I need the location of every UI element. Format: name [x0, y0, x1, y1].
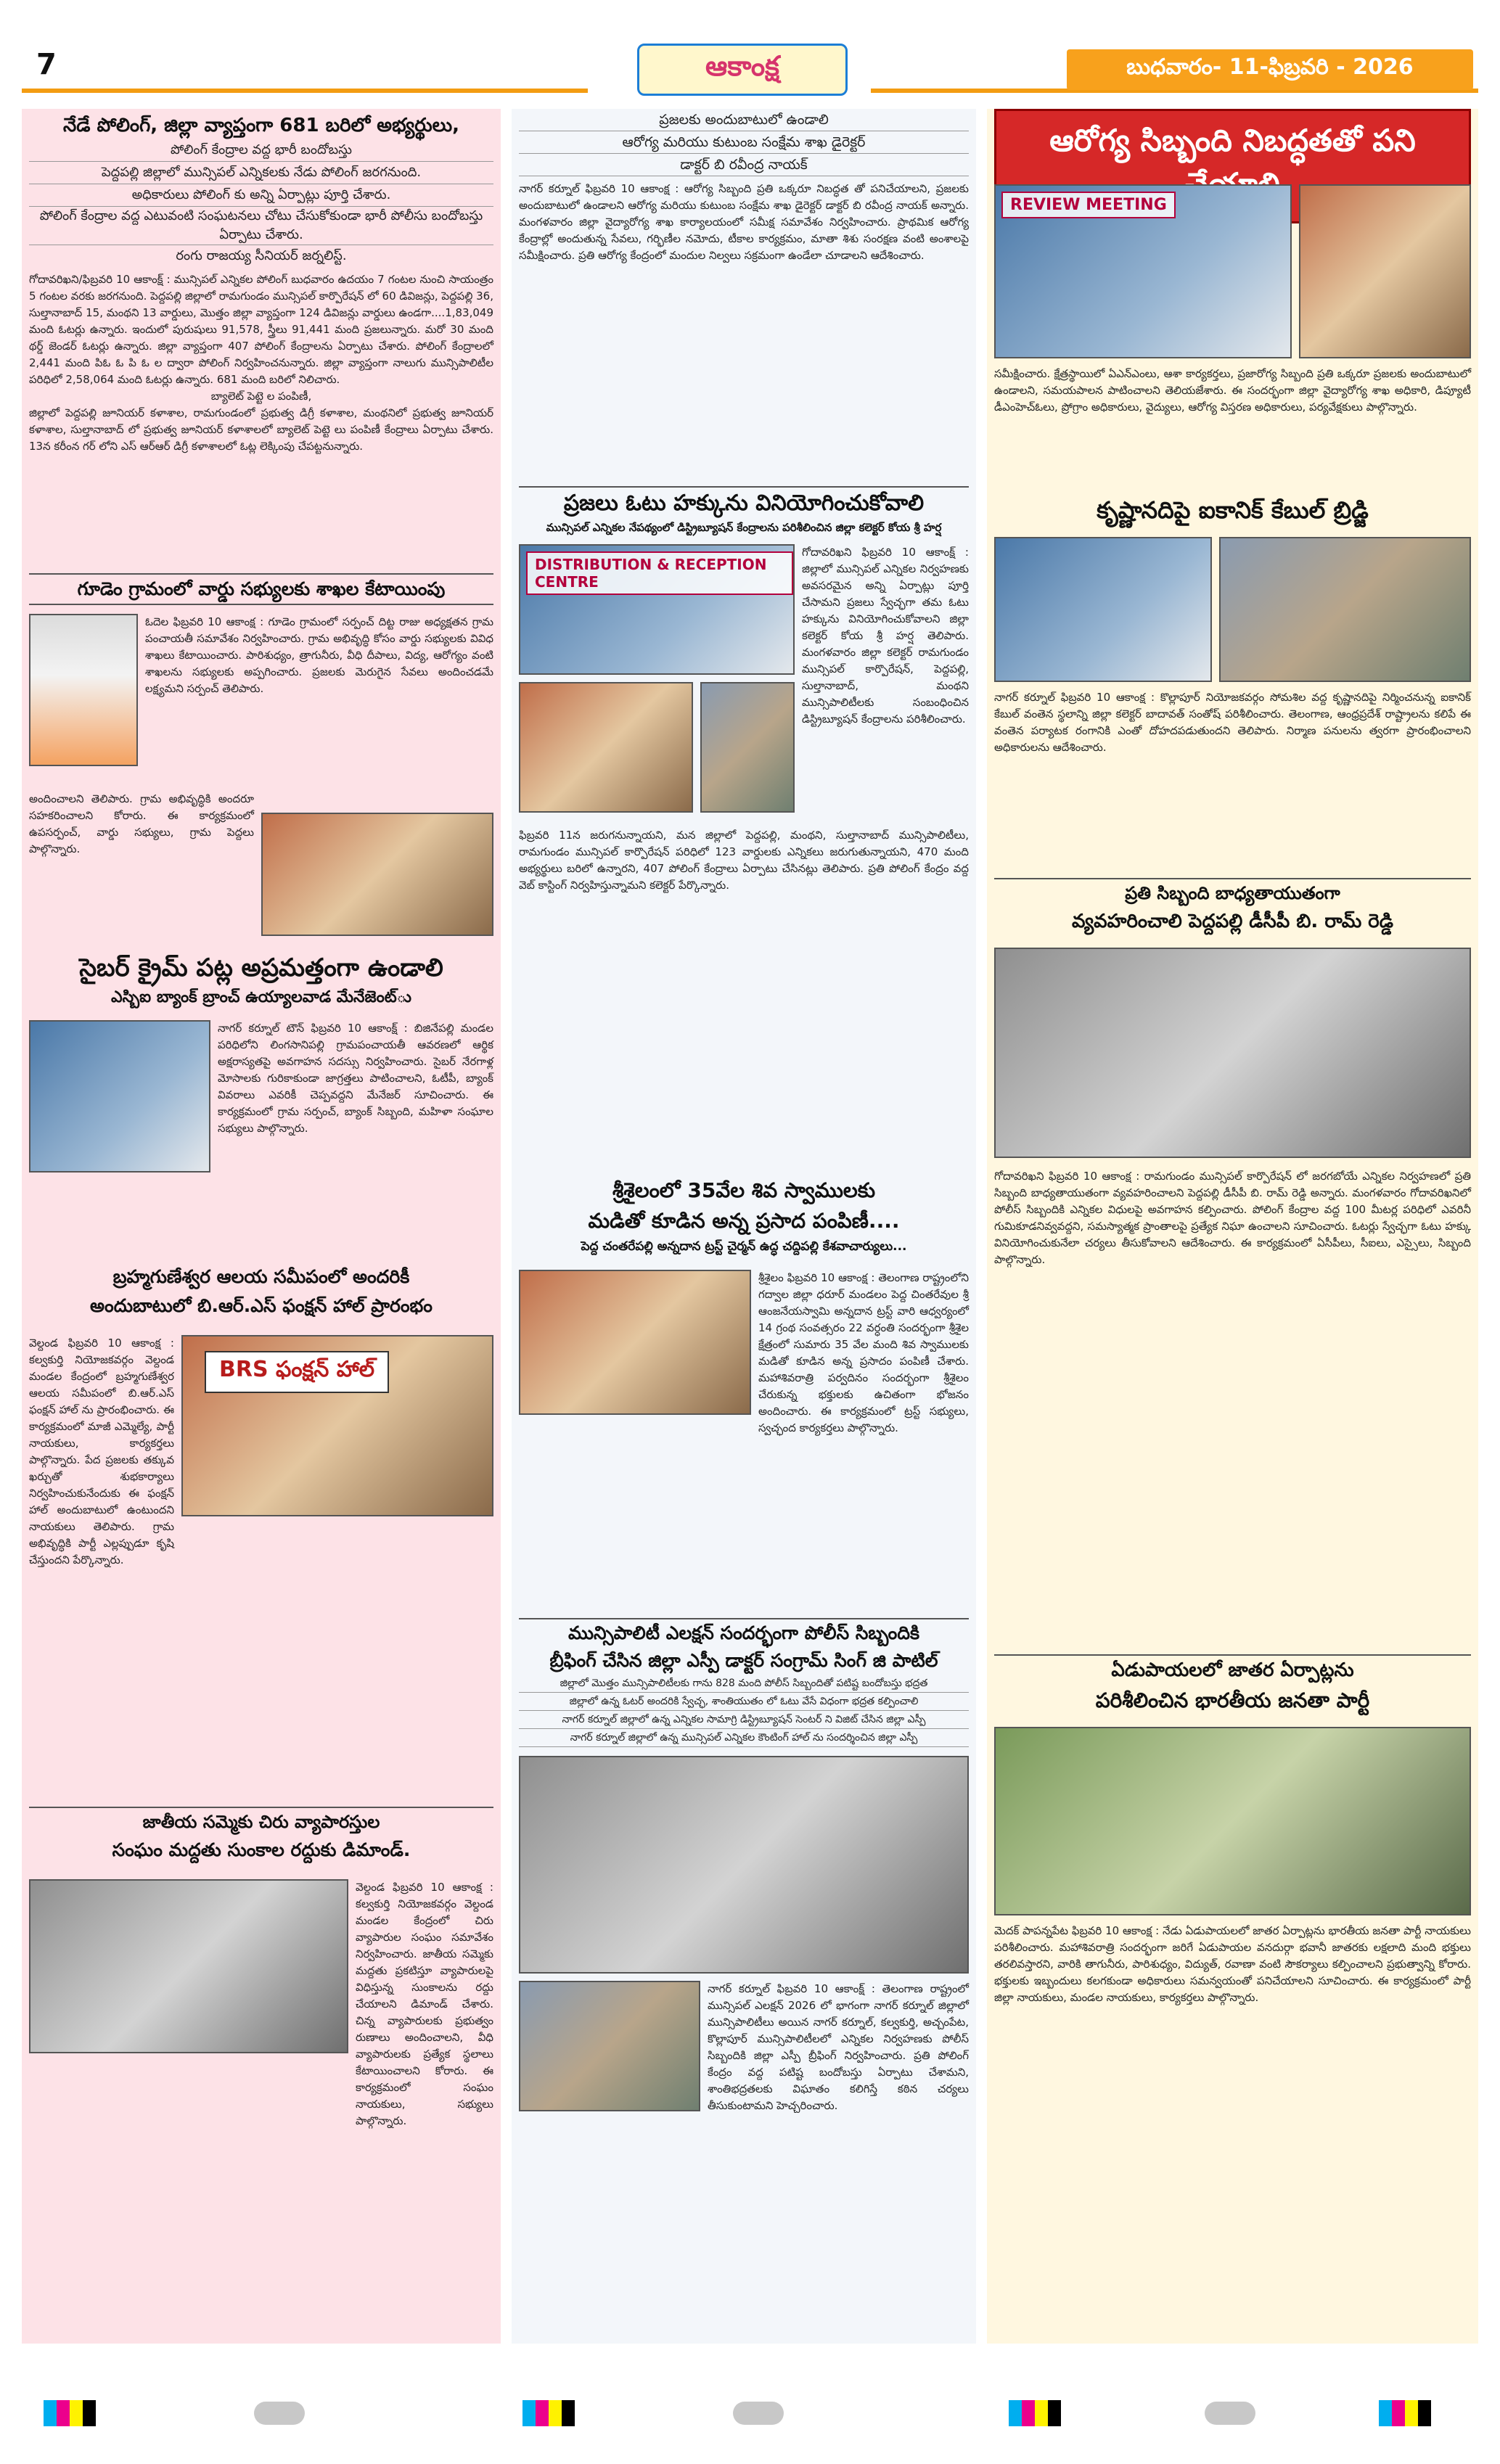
article-body: అందించాలని తెలిపారు. గ్రామ అభివృద్ధికి అందరూ సహకరించాలని కోరారు. ఈ కార్యక్రమంలో ఉపసర్పంచ్, వార్డు సభ్యులు, గ్రామ పెద్దలు పాల్గొన్నారు.: [29, 792, 254, 855]
article-body: గోదావరిఖని/ఫిబ్రవరి 10 ఆకాంక్ష్ : మున్సిపల్ ఎన్నికల పోలింగ్ బుధవారం ఉదయం 7 గంటల నుంచి సాయంత్రం 5 గంటల వరకు జరగనుంది. పెద్దపల్లి జిల్లాలో రామగుండం మున్సిపల్ కార్పొరేషన్ లో 60 డివిజన్లు, పెద్దపల్లి 36, సుల్తానాబాద్ 15, మంథని 13 వార్డులు, మొత్తం జిల్లా వ్యాప్తంగా 124 డివిజన్లు వార్డులు ఉండగా....1,83,049 మంది ఓటర్లు ఉన్నారు. ఇందులో పురుషులు 91,578, స్త్రీలు 91,441 మంది ప్రజలున్నారు. మరో 30 మంది థర్డ్ జెండర్ ఓటర్లు ఉన్నారు. జిల్లా వ్యాప్తంగా 407 పోలింగ్ కేంద్రాలను ఏర్పాటు చేశారు. పోలింగ్ కేంద్రాలలో 2,441 మంది పిఓ ఓ పి ఓ ల ద్వారా పోలింగ్ నిర్వహించనున్నారు. జిల్లా వ్యాప్తంగా నాలుగు మున్సిపాలిటీల పరిధిలో 2,58,064 మంది ఓటర్లు ఉన్నారు. 681 మంది బరిలో నిలిచారు.: [29, 273, 493, 386]
article-bjp-jatara: [994, 1654, 1471, 2004]
portrait-photo: [29, 614, 138, 766]
headline-banner: ఆరోగ్య సిబ్బంది నిబద్ధతతో పని: [994, 109, 1471, 223]
review-meeting-photo-2: [1299, 184, 1471, 358]
annadanam-photo: [519, 1270, 751, 1415]
subheadline: నాగర్ కర్నూల్ జిల్లాలో ఉన్న మున్సిపల్ ఎన్నికల కౌంటింగ్ హాల్ ను సందర్శించిన జిల్లా ఎస్పీ: [519, 1729, 969, 1747]
headline: పరిశీలించిన భారతీయ జనతా పార్టీ: [1095, 1688, 1370, 1712]
article-ward-members: [29, 573, 493, 855]
centre-photo-2: [519, 682, 693, 813]
awareness-photo: [29, 1020, 210, 1173]
subheadline: పోలింగ్ కేంద్రాల వద్ద భారీ బందోబస్తు: [29, 139, 493, 162]
article-polling: [29, 109, 493, 455]
color-bar: [1009, 2400, 1061, 2426]
print-registration-strip: [0, 2394, 1500, 2438]
subheadline: మున్సిపల్ ఎన్నికల నేపథ్యంలో డిస్ట్రిబ్యూషన్ కేంద్రాలను పరిశీలించిన జిల్లా కలెక్టర్ కోయ శ్రీ హర్ష: [546, 521, 942, 534]
police-photo-2: [519, 1981, 700, 2111]
subheadline: జిల్లాలో మొత్తం మున్సిపాలిటీలకు గాను 828 మంది పోలీస్ సిబ్బందితో పటిష్ట బందోబస్తు భద్రత: [519, 1675, 969, 1693]
registration-circle: [1205, 2402, 1255, 2425]
color-bar: [44, 2400, 96, 2426]
collector-visit-photo: [1219, 537, 1471, 682]
article-body: సమీక్షించారు. క్షేత్రస్థాయిలో ఏఎన్ఎంలు, ఆశా కార్యకర్తలు, ప్రజారోగ్య సిబ్బంది ప్రతి ఒక్కరూ ప్రజలకు అందుబాటులో ఉండాలని, సమయపాలన పాటించాలని తెలియజేశారు. ఈ సందర్భంగా జిల్లా వైద్యారోగ్య శాఖ అధికారి, డిప్యూటీ డీఎంహెచ్ఓలు, ప్రోగ్రాం అధికారులు, వైద్యులు, ఆరోగ్య విస్తరణ అధికారులు, పర్యవేక్షకులు పాల్గొన్నారు.: [994, 367, 1471, 414]
subheadline: జిల్లాలో ఉన్న ఓటర్ అందరికి స్వేచ్ఛ, శాంతియుతం లో ఓటు వేసే విధంగా భద్రత కల్పించాలి: [519, 1693, 969, 1711]
subheadline: పెద్దపల్లి జిల్లాలో మున్సిపల్ ఎన్నికలకు నేడు పోలింగ్ జరగనుంది.: [29, 162, 493, 184]
article-health-staff: [994, 109, 1471, 414]
article-traders-strike: [29, 1807, 493, 2127]
headline: బ్రహ్మగుణేశ్వర ఆలయ సమీపంలో అందరికీ: [112, 1266, 410, 1287]
article-cyber-crime: [29, 950, 493, 1135]
article-cable-bridge: [994, 493, 1471, 754]
headline: అందుబాటులో బి.ఆర్.ఎస్ ఫంక్షన్ హాల్ ప్రారంభం: [90, 1295, 433, 1316]
article-body: నాగర్ కర్నూల్ టౌన్ ఫిబ్రవరి 10 ఆకాంక్ష్ : బిజినేపల్లి మండల పరిధిలోని లింగసానిపల్లి గ్రామపంచాయతీ ఆవరణలో ఆర్థిక అక్షరాస్యతపై అవగాహన సదస్సు నిర్వహించారు. సైబర్ నేరగాళ్ల మోసాలకు గురికాకుండా జాగ్రత్తలు పాటించాలని, ఓటీపీ, బ్యాంక్ వివరాలు ఎవరికీ చెప్పవద్దని మేనేజర్ సూచించారు. ఈ కార్యక్రమంలో గ్రామ సర్పంచ్, బ్యాంక్ సిబ్బంది, మహిళా సంఘాల సభ్యులు పాల్గొన్నారు.: [218, 1022, 493, 1135]
article-body: నాగర్ కర్నూల్ ఫిబ్రవరి 10 ఆకాంక్ష్ : తెలంగాణ రాష్ట్రంలో మున్సిపల్ ఎలక్షన్ 2026 లో భాగంగా నాగర్ కర్నూల్ జిల్లాలో మున్సిపాలిటీలు అయిన నాగర్ కర్నూల్, కల్వకుర్తి, అచ్చంపేట, కొల్లాపూర్ మున్సిపాలిటీలలో ఎన్నికల నిర్వహణకు పోలీస్ సిబ్బందికి జిల్లా ఎస్పీ బ్రీఫింగ్ నిర్వహించారు. ప్రతి పోలింగ్ కేంద్రం వద్ద పటిష్ట బందోబస్తు ఏర్పాటు చేశామని, శాంతిభద్రతలకు విఘాతం కలిగిస్తే కఠిన చర్యలు తీసుకుంటామని హెచ్చరించారు.: [708, 1982, 969, 2112]
article-dcp: [994, 878, 1471, 1266]
headline: సైబర్ క్రైమ్ పట్ల అప్రమత్తంగా ఉండాలి: [79, 953, 443, 982]
article-brs-hall: [29, 1262, 493, 1566]
registration-circle: [254, 2402, 305, 2425]
headline: ప్రజలు ఓటు హక్కును వినియోగించుకోవాలి: [519, 486, 969, 520]
registration-circle: [733, 2402, 784, 2425]
headline: శ్రీశైలంలో 35వేల శివ స్వాములకు: [612, 1178, 876, 1202]
article-body: బ్యాలెట్ పెట్టె ల పంపిణీ,: [210, 390, 312, 403]
hall-signboard: BRS ఫంక్షన్ హాల్: [205, 1351, 389, 1393]
headline: వ్యవహరించాలి పెద్దపల్లి డీసీపీ బి. రామ్ రెడ్డి: [1072, 911, 1393, 932]
subheadline: పెద్ద చంతరేపల్లి అన్నదాన ట్రస్ట్ చైర్మన్ ఉద్ధ చద్దిపల్లి కేశవాచార్యులు...: [581, 1239, 907, 1254]
page-number: 7: [36, 48, 57, 81]
article-body: గోదావరిఖని ఫిబ్రవరి 10 ఆకాంక్ష : రామగుండం మున్సిపల్ కార్పొరేషన్ లో జరగబోయే ఎన్నికల నిర్వహణలో ప్రతి సిబ్బంది బాధ్యతాయుతంగా వ్యవహరించాలని పెద్దపల్లి డీసీపీ బి. రామ్ రెడ్డి అన్నారు. మంగళవారం గోదావరిఖనిలో పోలీస్ సిబ్బందికి ఎన్నికల విధులపై అవగాహన కల్పించారు. పోలింగ్ కేంద్రాల వద్ద 100 మీటర్ల పరిధిలో ఎవరినీ గుమికూడనివ్వవద్దని, సమస్యాత్మక ప్రాంతాలపై ప్రత్యేక నిఘా ఉంచాలని సూచించారు. ఓటర్లు స్వేచ్ఛగా ఓటు హక్కు వినియోగించుకునేలా చర్యలు తీసుకోవాలని ఆదేశించారు. ఈ కార్యక్రమంలో ఏసీపీలు, సీఐలు, ఎస్సైలు, సిబ్బంది పాల్గొన్నారు.: [994, 1170, 1471, 1266]
masthead-rule-left: [22, 89, 588, 93]
article-body: గోదావరిఖని ఫిబ్రవరి 10 ఆకాంక్ష్ : జిల్లాలో మున్సిపల్ ఎన్నికల నిర్వహణకు అవసరమైన అన్ని ఏర్పాట్లు పూర్తి చేసామని ప్రజలు స్వేచ్ఛగా తమ ఓటు హక్కును వినియోగించుకోవాలని జిల్లా కలెక్టర్ కోయ శ్రీ హర్ష తెలిపారు. మంగళవారం జిల్లా కలెక్టర్ రామగుండం మున్సిపల్ కార్పొరేషన్, పెద్దపల్లి, సుల్తానాబాద్, మంథని మున్సిపాలిటీలకు సంబంధించిన డిస్ట్రిబ్యూషన్ కేంద్రాలను పరిశీలించారు.: [802, 546, 969, 726]
masthead: [22, 44, 1478, 106]
article-body: జిల్లాలో పెద్దపల్లి జూనియర్ కళాశాల, రామగుండంలో ప్రభుత్వ డిగ్రీ కళాశాల, మంథనిలో ప్రభుత్వ జూనియర్ కళాశాల, సుల్తానాబాద్ లో ప్రభుత్వ జూనియర్ కళాశాలలో బ్యాలెట్ పెట్టె లు పంపిణీ కేంద్రాలు ఏర్పాటు చేశారు. 13న కరీంన గర్ లోని ఎస్ ఆర్ఆర్ డిగ్రీ కళాశాలలో ఓట్ల లెక్కింపు చేపట్టనున్నారు.: [29, 406, 493, 453]
headline: ఏడుపాయలలో జాతర ఏర్పాట్లను: [994, 1654, 1471, 1685]
headline: సంఘం మద్దతు సుంకాల రద్దుకు డిమాండ్.: [112, 1839, 411, 1860]
meeting-photo: [261, 813, 493, 936]
column-middle: [512, 109, 976, 2344]
bjp-leaders-photo: [994, 1727, 1471, 1915]
subheadline: ప్రజలకు అందుబాటులో ఉండాలి: [519, 109, 969, 131]
distribution-banner: DISTRIBUTION & RECEPTION CENTRE: [526, 551, 793, 595]
headline: ప్రతి సిబ్బంది బాధ్యతాయుతంగా: [994, 878, 1471, 907]
color-bar: [522, 2400, 575, 2426]
article-health-director: [519, 109, 969, 264]
article-body: నాగర్ కర్నూల్ ఫిబ్రవరి 10 ఆకాంక్ష : కొల్లాపూర్ నియోజకవర్గం సోమశిల వద్ద కృష్ణానదిపై నిర్మించనున్న ఐకానిక్ కేబుల్ వంతెన స్థలాన్ని జిల్లా కలెక్టర్ బాదావత్ సంతోష్ పరిశీలించారు. తెలంగాణ, ఆంధ్రప్రదేశ్ రాష్ట్రాలను కలిపే ఈ వంతెన పర్యాటక రంగానికి ఎంతో దోహదపడుతుందని తెలిపారు. నిర్మాణ పనులను త్వరగా ప్రారంభించాలని అధికారులను ఆదేశించారు.: [994, 691, 1471, 754]
police-briefing-photo: [519, 1756, 969, 1974]
article-vote-appeal: [519, 486, 969, 892]
headline: నేడే పోలింగ్, జిల్లా వ్యాప్తంగా 681 బరిలో అభ్యర్థులు,: [63, 115, 459, 136]
distribution-centre-photo: [519, 544, 795, 675]
centre-photo-3: [700, 682, 795, 813]
traders-meeting-photo: [29, 1879, 348, 2053]
newspaper-logo: ఆకాంక్ష: [637, 44, 848, 96]
article-body: ఫిబ్రవరి 11న జరుగనున్నాయని, మన జిల్లాలో పెద్దపల్లి, మంథని, సుల్తానాబాద్ మున్సిపాలిటీలు, రామగుండం మున్సిపల్ కార్పొరేషన్ పరిధిలో 123 వార్డులకు ఎన్నికలు జరుగుతున్నాయని, 470 మంది అభ్యర్థులు బరిలో ఉన్నారని, 407 పోలింగ్ కేంద్రాలు ఏర్పాటు చేసినట్లు తెలిపారు. ప్రతి పోలింగ్ కేంద్రం వద్ద వెబ్ కాస్టింగ్ నిర్వహిస్తున్నామని కలెక్టర్ పేర్కొన్నారు.: [519, 829, 969, 892]
article-sp-briefing: [519, 1618, 969, 2112]
article-body: నాగర్ కర్నూల్ ఫిబ్రవరి 10 ఆకాంక్ష : ఆరోగ్య సిబ్బంది ప్రతి ఒక్కరూ నిబద్ధత తో పనిచేయాలని, ప్రజలకు అందుబాటులో ఉండాలని ఆరోగ్య మరియు కుటుంబ సంక్షేమ శాఖ డైరెక్టర్ డాక్టర్ బి రవీంద్ర నాయక్ అన్నారు. మంగళవారం జిల్లా వైద్యారోగ్య శాఖ కార్యాలయంలో సమీక్ష సమావేశం నిర్వహించారు. ప్రాథమిక ఆరోగ్య కేంద్రాల్లో అందుతున్న సేవలు, గర్భిణీల నమోదు, టీకాల కార్యక్రమం, మాతా శిశు సంరక్షణ వంటి అంశాలపై సమీక్షించారు. ప్రతి ఆరోగ్య కేంద్రంలో మందుల నిల్వలు సక్రమంగా ఉండేలా చూడాలని ఆదేశించారు.: [519, 182, 969, 262]
byline: రంగు రాజయ్య సీనియర్ జర్నలిస్ట్.: [176, 248, 347, 263]
headline: మున్సిపాలిటీ ఎలక్షన్ సందర్భంగా పోలీస్ సిబ్బందికి: [519, 1618, 969, 1647]
article-body: వెల్దండ ఫిబ్రవరి 10 ఆకాంక్ష : కల్వకుర్తి నియోజకవర్గం వెల్దండ మండల కేంద్రంలో బ్రహ్మగుణేశ్వర ఆలయ సమీపంలో బి.ఆర్.ఎస్ ఫంక్షన్ హాల్ ను ప్రారంభించారు. ఈ కార్యక్రమంలో మాజీ ఎమ్మెల్యే, పార్టీ నాయకులు, కార్యకర్తలు పాల్గొన్నారు. పేద ప్రజలకు తక్కువ ఖర్చుతో శుభకార్యాలు నిర్వహించుకునేందుకు ఈ ఫంక్షన్ హాల్ అందుబాటులో ఉంటుందని నాయకులు తెలిపారు. గ్రామ అభివృద్ధికి పార్టీ ఎల్లప్పుడూ కృషి చేస్తుందని పేర్కొన్నారు.: [29, 1336, 174, 1566]
headline: బ్రీఫింగ్ చేసిన జిల్లా ఎస్పీ డాక్టర్ సంగ్రామ్ సింగ్ జి పాటిల్: [549, 1650, 938, 1671]
column-right: [987, 109, 1478, 2344]
color-bar: [1379, 2400, 1431, 2426]
function-hall-photo: [181, 1335, 493, 1516]
headline: మడితో కూడిన అన్న ప్రసాద పంపిణీ....: [588, 1209, 900, 1233]
column-left: [22, 109, 501, 2344]
subheadline: ఎస్బిఐ బ్యాంక్ బ్రాంచ్ ఉయ్యాలవాడ మేనేజెంట్ు: [110, 988, 412, 1006]
headline: కృష్ణానదిపై ఐకానిక్ కేబుల్ బ్రిడ్జి: [1097, 496, 1369, 524]
issue-date: బుధవారం- 11-ఫిబ్రవరి - 2026: [1067, 49, 1473, 90]
article-srisailam: [519, 1175, 969, 1434]
subheadline: నాగర్ కర్నూల్ జిల్లాలో ఉన్న ఎన్నికల సామాగ్రి డిస్ట్రిబ్యూషన్ సెంటర్ ని విజిట్ చేసిన జిల్లా ఎస్పీ: [519, 1711, 969, 1729]
article-body: ఓదెల ఫిబ్రవరి 10 ఆకాంక్ష : గూడెం గ్రామంలో సర్పంచ్ దిట్ట రాజు అధ్యక్షతన గ్రామ పంచాయతీ సమావేశం నిర్వహించారు. గ్రామ అభివృద్ధి కోసం వార్డు సభ్యులకు వివిధ శాఖలు కేటాయించారు. పారిశుధ్యం, త్రాగునీరు, వీధి దీపాలు, విద్య, ఆరోగ్యం వంటి శాఖలను సభ్యులకు అప్పగించారు. ప్రజలకు మెరుగైన సేవలు అందించడమే లక్ష్యమని సర్పంచ్ తెలిపారు.: [145, 615, 493, 695]
police-meeting-photo: [994, 948, 1471, 1158]
river-photo: [994, 537, 1212, 682]
review-meeting-banner: REVIEW MEETING: [1001, 192, 1176, 218]
review-meeting-photo: [994, 184, 1292, 358]
article-body: మెదక్ పాపన్నపేట ఫిబ్రవరి 10 ఆకాంక్ష : నేడు ఏడుపాయలలో జాతర ఏర్పాట్లను భారతీయ జనతా పార్టీ నాయకులు పరిశీలించారు. మహాశివరాత్రి సందర్భంగా జరిగే ఏడుపాయల వనదుర్గా భవానీ జాతరకు లక్షలాది మంది భక్తులు తరలివస్తారని, వారికి తాగునీరు, పారిశుధ్యం, విద్యుత్, రవాణా వంటి సౌకర్యాలు కల్పించాలని ప్రభుత్వాన్ని కోరారు. భక్తులకు ఇబ్బందులు కలగకుండా అధికారులు సమన్వయంతో పనిచేయాలని సూచించారు. ఈ కార్యక్రమంలో పార్టీ జిల్లా నాయకులు, మండల నాయకులు, కార్యకర్తలు పాల్గొన్నారు.: [994, 1924, 1471, 2004]
article-body: శ్రీశైలం ఫిబ్రవరి 10 ఆకాంక్ష : తెలంగాణ రాష్ట్రంలోని గద్వాల జిల్లా ధరూర్ మండలం పెద్ద చింతరేవుల శ్రీ ఆంజనేయస్వామి అన్నదాన ట్రస్ట్ వారి ఆధ్వర్యంలో 14 గ్రంథ సంవత్సరం 22 వర్ధంతి సందర్భంగా శ్రీశైల క్షేత్రంలో సుమారు 35 వేల మంది శివ స్వాములకు మడితో కూడిన అన్న ప్రసాదం పంపిణీ చేశారు. మహాశివరాత్రి పర్వదినం సందర్భంగా శ్రీశైలం చేరుకున్న భక్తులకు ఉచితంగా భోజనం అందించారు. ఈ కార్యక్రమంలో ట్రస్ట్ సభ్యులు, స్వచ్ఛంద కార్యకర్తలు పాల్గొన్నారు.: [758, 1271, 969, 1434]
subheadline: పోలింగ్ కేంద్రాల వద్ద ఎటువంటి సంఘటనలు చోటు చేసుకోకుండా భారీ పోలీసు బందోబస్తు ఏర్పాటు చేశారు.: [29, 207, 493, 245]
headline: జాతీయ సమ్మెకు చిరు వ్యాపారస్తుల: [29, 1807, 493, 1836]
subheadline: ఆరోగ్య మరియు కుటుంబ సంక్షేమ శాఖ డైరెక్టర్: [519, 131, 969, 154]
headline: గూడెం గ్రామంలో వార్డు సభ్యులకు శాఖల కేటాయింపు: [29, 573, 493, 605]
subheadline: డాక్టర్ బి రవీంద్ర నాయక్: [519, 154, 969, 176]
article-body: వెల్దండ ఫిబ్రవరి 10 ఆకాంక్ష : కల్వకుర్తి నియోజకవర్గం వెల్దండ మండల కేంద్రంలో చిరు వ్యాపారుల సంఘం సమావేశం నిర్వహించారు. జాతీయ సమ్మెకు మద్దతు ప్రకటిస్తూ వ్యాపారులపై విధిస్తున్న సుంకాలను రద్దు చేయాలని డిమాండ్ చేశారు. చిన్న వ్యాపారులకు ప్రభుత్వం రుణాలు అందించాలని, వీధి వ్యాపారులకు ప్రత్యేక స్థలాలు కేటాయించాలని కోరారు. ఈ కార్యక్రమంలో సంఘం నాయకులు, సభ్యులు పాల్గొన్నారు.: [356, 1881, 493, 2127]
subheadline: అధికారులు పోలింగ్ కు అన్ని ఏర్పాట్లు పూర్తి చేశారు.: [29, 184, 493, 207]
